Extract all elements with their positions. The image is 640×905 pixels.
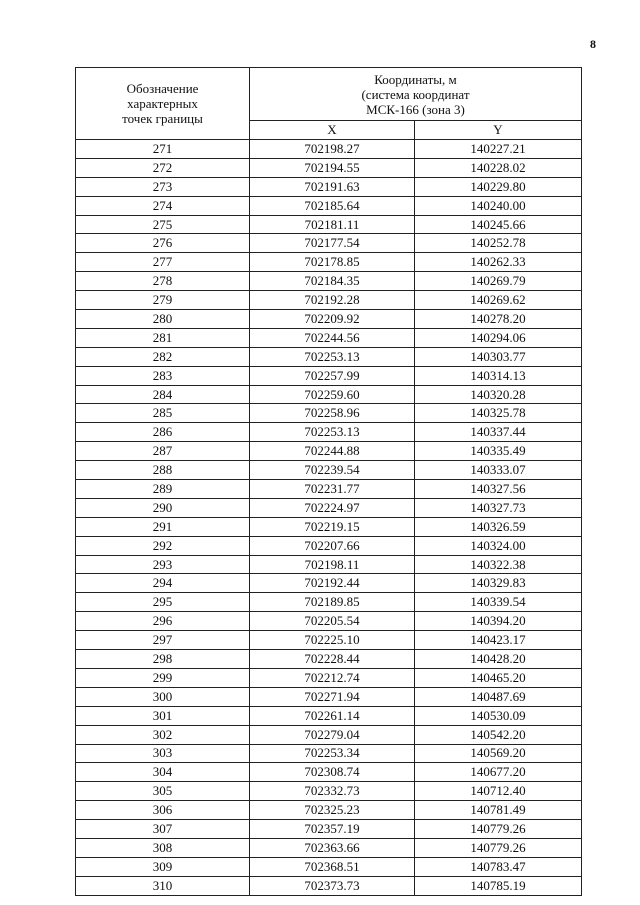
table-row bbox=[76, 177, 582, 196]
y-cell: 140245.66 bbox=[415, 215, 582, 234]
y-cell: 140240.00 bbox=[415, 196, 582, 215]
point-cell: 272 bbox=[76, 158, 250, 177]
x-cell: 702224.97 bbox=[250, 498, 415, 517]
y-cell: 140327.73 bbox=[415, 498, 582, 517]
point-cell: 299 bbox=[76, 668, 250, 687]
point-cell: 275 bbox=[76, 215, 250, 234]
x-cell: 702228.44 bbox=[250, 650, 415, 669]
table-row bbox=[76, 291, 582, 310]
y-cell: 140335.49 bbox=[415, 442, 582, 461]
table-row bbox=[76, 498, 582, 517]
table-row bbox=[76, 744, 582, 763]
x-cell: 702192.28 bbox=[250, 291, 415, 310]
table-row bbox=[76, 310, 582, 329]
y-cell: 140327.56 bbox=[415, 480, 582, 499]
y-cell: 140269.62 bbox=[415, 291, 582, 310]
point-cell: 297 bbox=[76, 631, 250, 650]
table-row bbox=[76, 272, 582, 291]
y-cell: 140785.19 bbox=[415, 876, 582, 895]
y-cell: 140677.20 bbox=[415, 763, 582, 782]
table-row bbox=[76, 461, 582, 480]
point-cell: 291 bbox=[76, 517, 250, 536]
table-row bbox=[76, 140, 582, 159]
y-cell: 140322.38 bbox=[415, 555, 582, 574]
table-row bbox=[76, 820, 582, 839]
coordinates-header: Координаты, м (система координат МСК-166 (зона 3) bbox=[250, 68, 582, 121]
point-cell: 273 bbox=[76, 177, 250, 196]
point-cell: 289 bbox=[76, 480, 250, 499]
x-cell: 702225.10 bbox=[250, 631, 415, 650]
table-row bbox=[76, 442, 582, 461]
x-cell: 702212.74 bbox=[250, 668, 415, 687]
point-designation-header: Обозначение характерных точек границы bbox=[76, 68, 250, 140]
x-cell: 702178.85 bbox=[250, 253, 415, 272]
x-cell: 702209.92 bbox=[250, 310, 415, 329]
table-row bbox=[76, 423, 582, 442]
y-cell: 140314.13 bbox=[415, 366, 582, 385]
x-cell: 702198.11 bbox=[250, 555, 415, 574]
table-row bbox=[76, 593, 582, 612]
y-cell: 140228.02 bbox=[415, 158, 582, 177]
table-row bbox=[76, 687, 582, 706]
x-cell: 702259.60 bbox=[250, 385, 415, 404]
point-cell: 280 bbox=[76, 310, 250, 329]
y-cell: 140262.33 bbox=[415, 253, 582, 272]
table-row bbox=[76, 480, 582, 499]
table-row bbox=[76, 253, 582, 272]
table-row bbox=[76, 536, 582, 555]
y-cell: 140779.26 bbox=[415, 838, 582, 857]
x-cell: 702184.35 bbox=[250, 272, 415, 291]
point-cell: 281 bbox=[76, 328, 250, 347]
y-cell: 140394.20 bbox=[415, 612, 582, 631]
point-cell: 296 bbox=[76, 612, 250, 631]
x-cell: 702207.66 bbox=[250, 536, 415, 555]
x-cell: 702244.56 bbox=[250, 328, 415, 347]
y-cell: 140339.54 bbox=[415, 593, 582, 612]
table-row bbox=[76, 366, 582, 385]
y-cell: 140303.77 bbox=[415, 347, 582, 366]
point-cell: 298 bbox=[76, 650, 250, 669]
table-row bbox=[76, 612, 582, 631]
x-cell: 702271.94 bbox=[250, 687, 415, 706]
table-row bbox=[76, 706, 582, 725]
point-cell: 282 bbox=[76, 347, 250, 366]
table-row bbox=[76, 555, 582, 574]
point-cell: 303 bbox=[76, 744, 250, 763]
x-cell: 702244.88 bbox=[250, 442, 415, 461]
x-cell: 702368.51 bbox=[250, 857, 415, 876]
x-cell: 702181.11 bbox=[250, 215, 415, 234]
table-row bbox=[76, 158, 582, 177]
x-cell: 702177.54 bbox=[250, 234, 415, 253]
point-cell: 310 bbox=[76, 876, 250, 895]
y-cell: 140465.20 bbox=[415, 668, 582, 687]
point-cell: 283 bbox=[76, 366, 250, 385]
table-row bbox=[76, 404, 582, 423]
x-cell: 702357.19 bbox=[250, 820, 415, 839]
y-cell: 140783.47 bbox=[415, 857, 582, 876]
y-cell: 140423.17 bbox=[415, 631, 582, 650]
x-cell: 702219.15 bbox=[250, 517, 415, 536]
x-cell: 702205.54 bbox=[250, 612, 415, 631]
point-cell: 290 bbox=[76, 498, 250, 517]
point-cell: 271 bbox=[76, 140, 250, 159]
y-column-header: Y bbox=[415, 121, 582, 140]
point-cell: 293 bbox=[76, 555, 250, 574]
x-cell: 702257.99 bbox=[250, 366, 415, 385]
y-cell: 140269.79 bbox=[415, 272, 582, 291]
table-row bbox=[76, 763, 582, 782]
table-row bbox=[76, 650, 582, 669]
table-row bbox=[76, 631, 582, 650]
x-cell: 702198.27 bbox=[250, 140, 415, 159]
x-cell: 702308.74 bbox=[250, 763, 415, 782]
y-cell: 140329.83 bbox=[415, 574, 582, 593]
point-cell: 292 bbox=[76, 536, 250, 555]
point-cell: 309 bbox=[76, 857, 250, 876]
point-cell: 307 bbox=[76, 820, 250, 839]
point-cell: 288 bbox=[76, 461, 250, 480]
x-column-header: X bbox=[250, 121, 415, 140]
table-row bbox=[76, 215, 582, 234]
table-row bbox=[76, 385, 582, 404]
y-cell: 140569.20 bbox=[415, 744, 582, 763]
point-cell: 304 bbox=[76, 763, 250, 782]
point-cell: 276 bbox=[76, 234, 250, 253]
y-cell: 140781.49 bbox=[415, 801, 582, 820]
x-cell: 702253.34 bbox=[250, 744, 415, 763]
y-cell: 140337.44 bbox=[415, 423, 582, 442]
point-cell: 287 bbox=[76, 442, 250, 461]
y-cell: 140542.20 bbox=[415, 725, 582, 744]
point-cell: 294 bbox=[76, 574, 250, 593]
y-cell: 140294.06 bbox=[415, 328, 582, 347]
table-row bbox=[76, 347, 582, 366]
point-cell: 279 bbox=[76, 291, 250, 310]
y-cell: 140487.69 bbox=[415, 687, 582, 706]
x-cell: 702261.14 bbox=[250, 706, 415, 725]
y-cell: 140326.59 bbox=[415, 517, 582, 536]
table-row bbox=[76, 725, 582, 744]
x-cell: 702192.44 bbox=[250, 574, 415, 593]
y-cell: 140324.00 bbox=[415, 536, 582, 555]
y-cell: 140229.80 bbox=[415, 177, 582, 196]
x-cell: 702253.13 bbox=[250, 423, 415, 442]
point-cell: 305 bbox=[76, 782, 250, 801]
point-cell: 295 bbox=[76, 593, 250, 612]
x-cell: 702325.23 bbox=[250, 801, 415, 820]
point-cell: 301 bbox=[76, 706, 250, 725]
x-cell: 702194.55 bbox=[250, 158, 415, 177]
x-cell: 702191.63 bbox=[250, 177, 415, 196]
point-cell: 274 bbox=[76, 196, 250, 215]
y-cell: 140278.20 bbox=[415, 310, 582, 329]
point-cell: 285 bbox=[76, 404, 250, 423]
table-row bbox=[76, 196, 582, 215]
table-row bbox=[76, 838, 582, 857]
table-row bbox=[76, 876, 582, 895]
page-number: 8 bbox=[590, 37, 596, 51]
x-cell: 702239.54 bbox=[250, 461, 415, 480]
point-cell: 308 bbox=[76, 838, 250, 857]
x-cell: 702189.85 bbox=[250, 593, 415, 612]
point-cell: 300 bbox=[76, 687, 250, 706]
x-cell: 702258.96 bbox=[250, 404, 415, 423]
x-cell: 702332.73 bbox=[250, 782, 415, 801]
point-cell: 278 bbox=[76, 272, 250, 291]
x-cell: 702253.13 bbox=[250, 347, 415, 366]
point-cell: 306 bbox=[76, 801, 250, 820]
table-row bbox=[76, 517, 582, 536]
x-cell: 702279.04 bbox=[250, 725, 415, 744]
y-cell: 140333.07 bbox=[415, 461, 582, 480]
x-cell: 702373.73 bbox=[250, 876, 415, 895]
y-cell: 140530.09 bbox=[415, 706, 582, 725]
y-cell: 140779.26 bbox=[415, 820, 582, 839]
table-row bbox=[76, 328, 582, 347]
table-row bbox=[76, 782, 582, 801]
x-cell: 702231.77 bbox=[250, 480, 415, 499]
coordinates-table bbox=[75, 67, 582, 896]
point-cell: 302 bbox=[76, 725, 250, 744]
y-cell: 140227.21 bbox=[415, 140, 582, 159]
y-cell: 140428.20 bbox=[415, 650, 582, 669]
table-row bbox=[76, 801, 582, 820]
y-cell: 140320.28 bbox=[415, 385, 582, 404]
table-row bbox=[76, 668, 582, 687]
y-cell: 140252.78 bbox=[415, 234, 582, 253]
y-cell: 140712.40 bbox=[415, 782, 582, 801]
table-row bbox=[76, 857, 582, 876]
y-cell: 140325.78 bbox=[415, 404, 582, 423]
table-row bbox=[76, 574, 582, 593]
x-cell: 702185.64 bbox=[250, 196, 415, 215]
point-cell: 286 bbox=[76, 423, 250, 442]
point-cell: 284 bbox=[76, 385, 250, 404]
table-row bbox=[76, 234, 582, 253]
x-cell: 702363.66 bbox=[250, 838, 415, 857]
point-cell: 277 bbox=[76, 253, 250, 272]
